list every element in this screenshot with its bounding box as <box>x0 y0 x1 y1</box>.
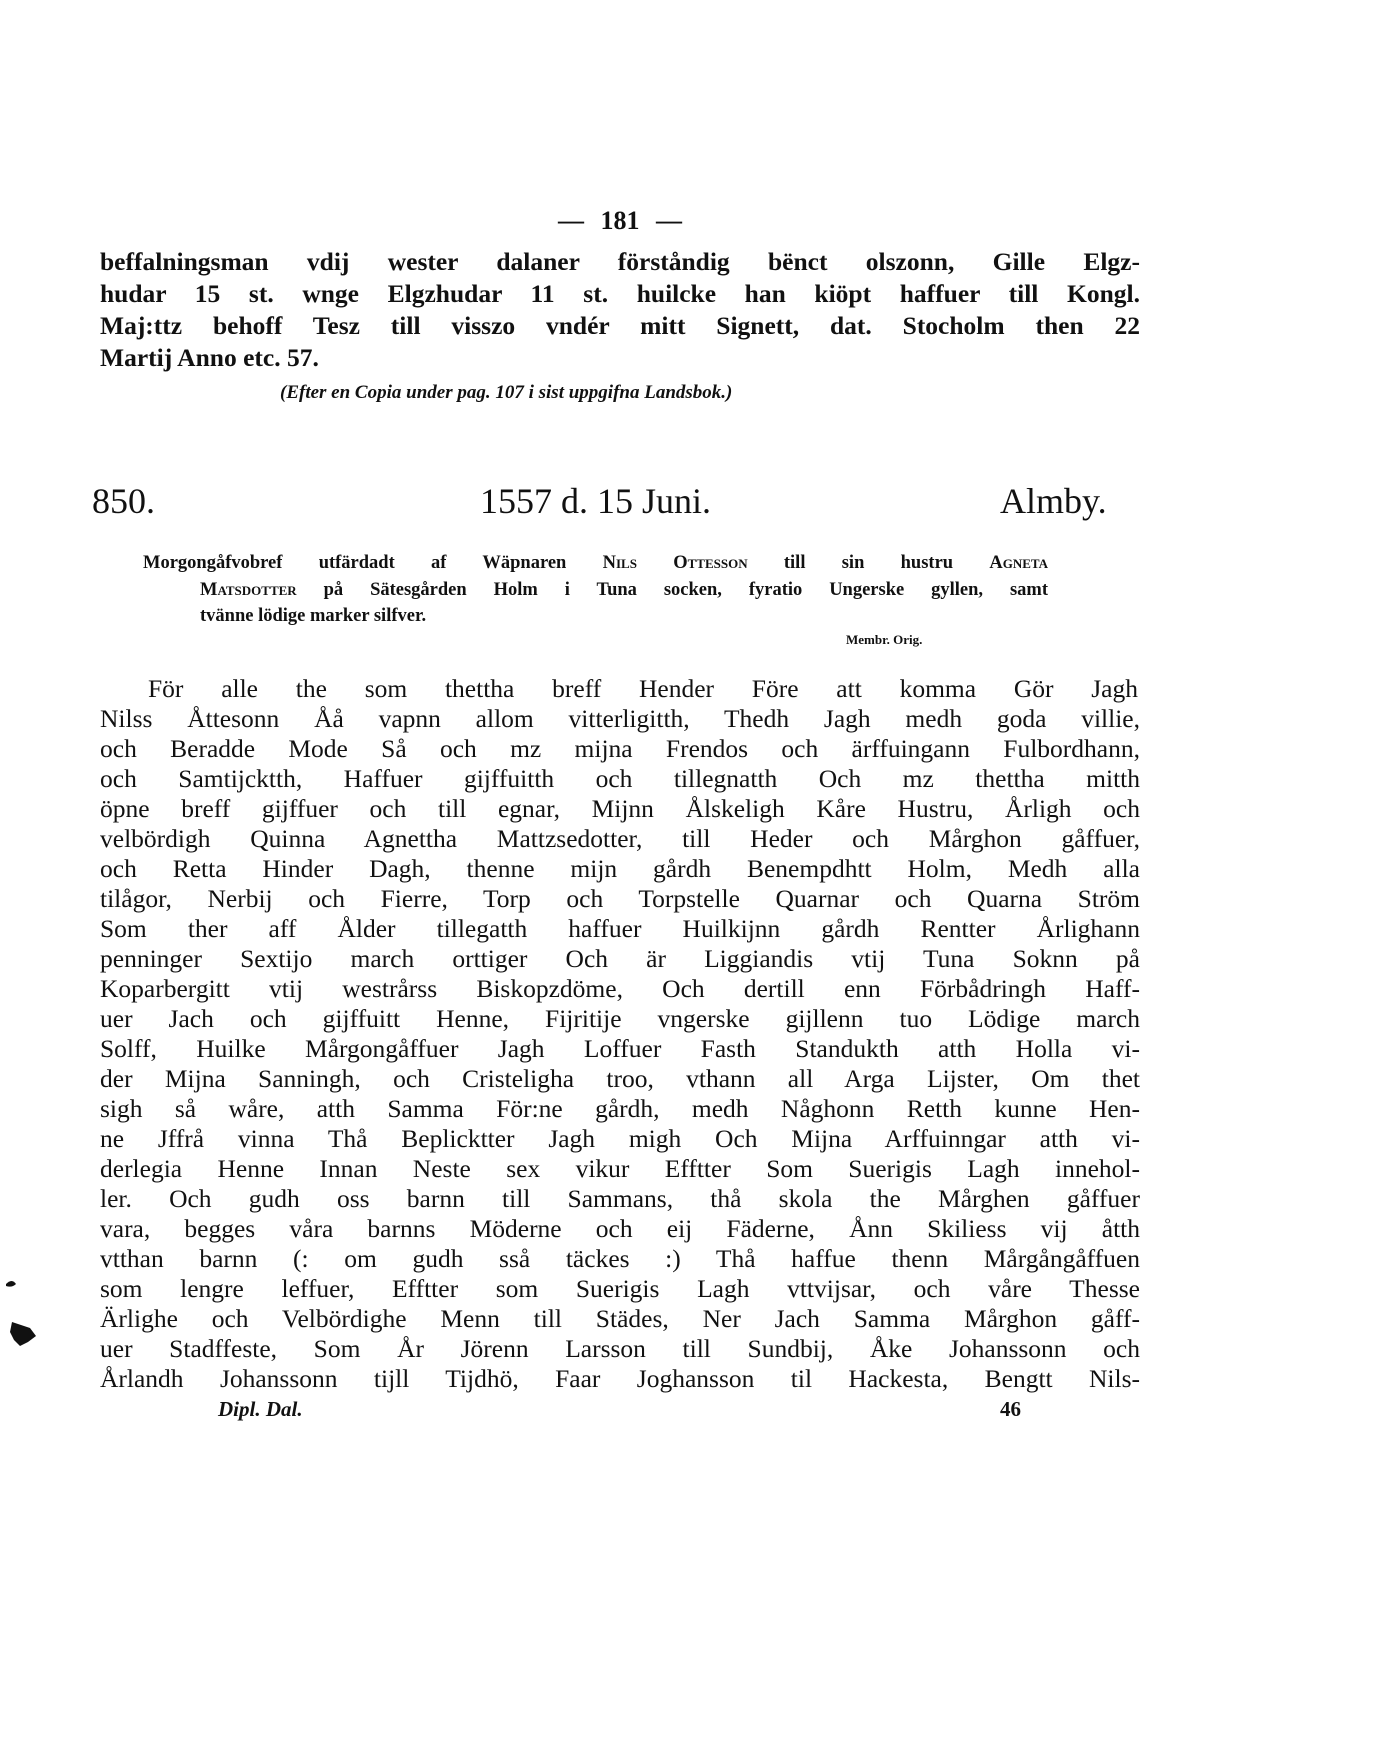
summary-text: Morgongåfvobref utfärdadt af Wäpnaren <box>143 553 603 573</box>
person-name: Matsdotter <box>200 580 297 600</box>
intro-line: beffalningsman vdij wester dalaner förståndig bënct olszonn, Gille Elgz- <box>100 247 1140 276</box>
body-line: öpne breff gijffuer och till egnar, Mijnn Ålskeligh Kåre Hustru, Årligh och <box>100 794 1140 823</box>
entry-source: Membr. Orig. <box>846 632 923 647</box>
signature-mark: Dipl. Dal. <box>218 1397 303 1421</box>
body-line: ne Jffrå vinna Thå Beplicktter Jagh migh Och Mijna Arffuinngar atth vi- <box>100 1124 1140 1153</box>
body-line: vtthan barnn (: om gudh sså täckes :) Thå haffue thenn Mårgångåffuen <box>100 1244 1140 1273</box>
body-line: vara, begges våra barnns Möderne och eij Fäderne, Ånn Skiliess vij åtth <box>100 1214 1140 1243</box>
entry-number: 850. <box>92 481 155 521</box>
body-line: Koparbergitt vtij westrårss Biskopzdöme, Och dertill enn Förbådringh Haff- <box>100 974 1140 1003</box>
person-name: Nils Ottesson <box>602 553 748 573</box>
margin-ink-blot <box>2 1276 42 1366</box>
summary-line: tvänne lödige marker silfver. <box>200 606 427 626</box>
signature-number: 46 <box>1000 1397 1021 1421</box>
body-line: som lengre leffuer, Efftter som Suerigis Lagh vttvijsar, och våre Thesse <box>100 1274 1140 1303</box>
body-line: För alle the som thettha breff Hender Före att komma Gör Jagh <box>148 674 1138 703</box>
body-line: ler. Och gudh oss barnn till Sammans, thå skola the Mårghen gåffuer <box>100 1184 1140 1213</box>
intro-line: Maj:ttz behoff Tesz till visszo vndér mitt Signett, dat. Stocholm then 22 <box>100 311 1140 340</box>
body-line: der Mijna Sanningh, och Cristeligha troo, vthann all Arga Lijster, Om thet <box>100 1064 1140 1093</box>
body-line: penninger Sextijo march orttiger Och är Liggiandis vtij Tuna Soknn på <box>100 944 1140 973</box>
body-line: velbördigh Quinna Agnettha Mattzsedotter, till Heder och Mårghon gåffuer, <box>100 824 1140 853</box>
person-name: Agneta <box>989 553 1048 573</box>
body-line: Årlandh Johanssonn tijll Tijdhö, Faar Joghansson til Hackesta, Bengtt Nils- <box>100 1364 1140 1393</box>
body-line: och Retta Hinder Dagh, thenne mijn gårdh Benempdhtt Holm, Medh alla <box>100 854 1140 883</box>
entry-place: Almby. <box>1000 481 1107 521</box>
source-note: (Efter en Copia under pag. 107 i sist uppgifna Landsbok.) <box>280 382 733 403</box>
body-line: Ärlighe och Velbördighe Menn till Städes, Ner Jach Samma Mårghon gåff- <box>100 1304 1140 1333</box>
summary-text: på Sätesgården Holm i Tuna socken, fyratio Ungerske gyllen, samt <box>296 580 1048 600</box>
body-line: Som ther aff Ålder tillegatth haffuer Huilkijnn gårdh Rentter Årlighann <box>100 914 1140 943</box>
body-line: uer Stadffeste, Som År Jörenn Larsson till Sundbij, Åke Johanssonn och <box>100 1334 1140 1363</box>
body-line: och Beradde Mode Så och mz mijna Frendos och ärffuingann Fulbordhann, <box>100 734 1140 763</box>
summary-line <box>143 553 1048 574</box>
body-line: tilågor, Nerbij och Fierre, Torp och Torpstelle Quarnar och Quarna Ström <box>100 884 1140 913</box>
page-number: — 181 — <box>558 206 682 235</box>
body-line: derlegia Henne Innan Neste sex vikur Efftter Som Suerigis Lagh innehol- <box>100 1154 1140 1183</box>
intro-line: hudar 15 st. wnge Elgzhudar 11 st. huilcke han kiöpt haffuer till Kongl. <box>100 279 1140 308</box>
summary-line <box>200 580 1048 601</box>
entry-date: 1557 d. 15 Juni. <box>480 481 712 521</box>
body-line: Solff, Huilke Mårgongåffuer Jagh Loffuer Fasth Standukth atth Holla vi- <box>100 1034 1140 1063</box>
body-line: uer Jach och gijffuitt Henne, Fijritije vngerske gijllenn tuo Lödige march <box>100 1004 1140 1033</box>
body-line: och Samtijcktth, Haffuer gijffuitth och tillegnatth Och mz thettha mitth <box>100 764 1140 793</box>
body-line: sigh så wåre, atth Samma För:ne gårdh, medh Någhonn Retth kunne Hen- <box>100 1094 1140 1123</box>
intro-line: Martij Anno etc. 57. <box>100 343 319 372</box>
body-line: Nilss Åttesonn Åå vapnn allom vitterligitth, Thedh Jagh medh goda villie, <box>100 704 1140 733</box>
summary-text: till sin hustru <box>747 553 990 573</box>
